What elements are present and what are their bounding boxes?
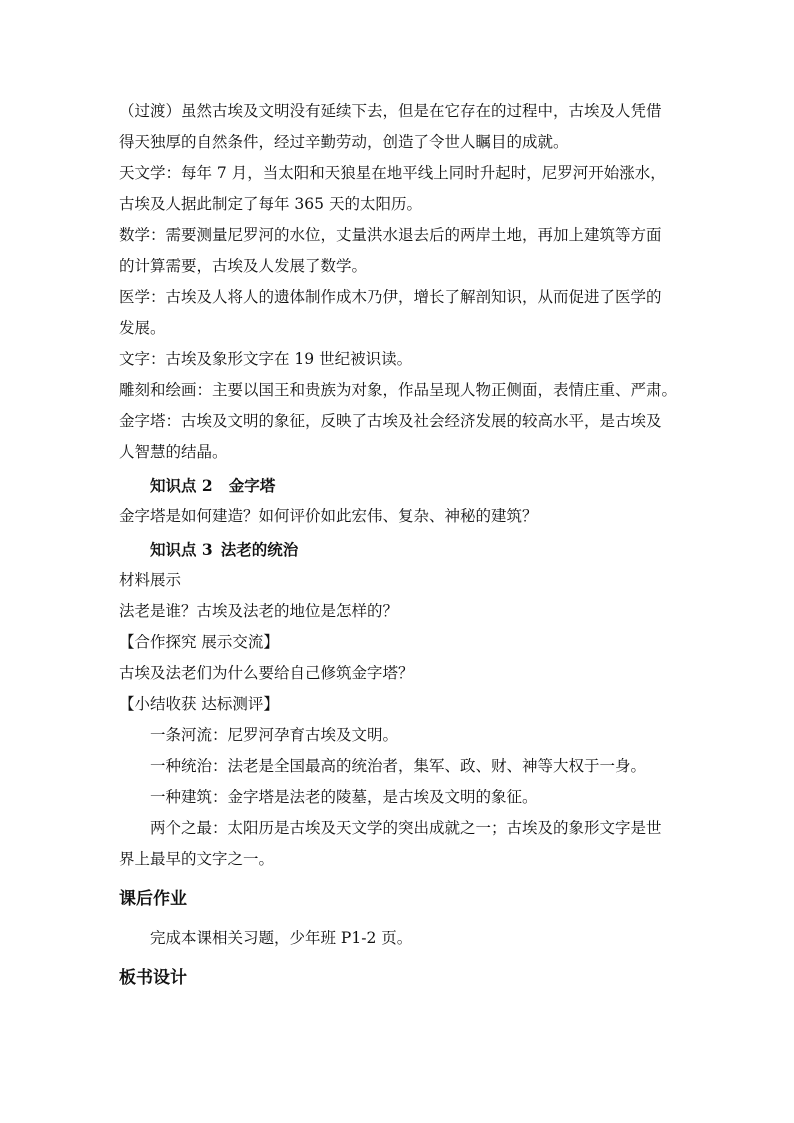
astronomy-line-1: 天文学：每年 7 月，当太阳和天狼星在地平线上同时升起时，尼罗河开始涨水，	[119, 164, 666, 182]
document-page	[119, 96, 679, 1002]
pyramid-line-2: 人智慧的结晶。	[119, 443, 228, 461]
medicine-line-1: 医学：古埃及人将人的遗体制作成木乃伊，增长了解剖知识，从而促进了医学的	[119, 288, 662, 306]
transition-line-2: 得天独厚的自然条件，经过辛勤劳动，创造了令世人瞩目的成就。	[119, 133, 569, 151]
homework-heading: 课后作业	[119, 889, 187, 909]
cooperation-question: 古埃及法老们为什么要给自己修筑金字塔？	[119, 664, 414, 682]
pyramid-line-1: 金字塔：古埃及文明的象征，反映了古埃及社会经济发展的较高水平，是古埃及	[119, 412, 662, 430]
math-line-1: 数学：需要测量尼罗河的水位，丈量洪水退去后的两岸土地，再加上建筑等方面	[119, 226, 662, 244]
summary-item-rule: 一种统治：法老是全国最高的统治者，集军、政、财、神等大权于一身。	[150, 757, 647, 775]
summary-item-river: 一条河流：尼罗河孕育古埃及文明。	[150, 726, 399, 744]
summary-item-firsts-line-2: 界上最早的文字之一。	[119, 850, 275, 868]
knowledge-point-2-question: 金字塔是如何建造？如何评价如此宏伟、复杂、神秘的建筑？	[119, 507, 538, 525]
knowledge-point-2-label: 知识点 2	[150, 476, 213, 495]
knowledge-point-2-title: 金字塔	[228, 476, 276, 495]
material-display: 材料展示	[119, 571, 182, 589]
writing-line-1: 文字：古埃及象形文字在 19 世纪被识读。	[119, 350, 413, 368]
art-line-1: 雕刻和绘画：主要以国王和贵族为对象，作品呈现人物正侧面，表情庄重、严肃。	[119, 381, 678, 399]
transition-line-1: （过渡）虽然古埃及文明没有延续下去，但是在它存在的过程中，古埃及人凭借	[119, 102, 662, 120]
knowledge-point-3-heading	[119, 534, 679, 565]
astronomy-line-2: 古埃及人据此制定了每年 365 天的太阳历。	[119, 195, 422, 213]
knowledge-point-3-label: 知识点 3	[150, 540, 213, 559]
summary-heading: 【小结收获 达标测评】	[119, 695, 279, 713]
summary-item-firsts-line-1: 两个之最：太阳历是古埃及天文学的突出成就之一；古埃及的象形文字是世	[150, 819, 662, 837]
math-line-2: 的计算需要，古埃及人发展了数学。	[119, 257, 368, 275]
board-design-heading: 板书设计	[119, 968, 187, 988]
homework-text: 完成本课相关习题，少年班 P1-2 页。	[150, 929, 413, 947]
knowledge-point-2-heading	[119, 470, 679, 501]
cooperation-heading: 【合作探究 展示交流】	[119, 633, 279, 651]
knowledge-point-3-title: 法老的统治	[220, 540, 299, 559]
medicine-line-2: 发展。	[119, 319, 166, 337]
knowledge-point-3-question: 法老是谁？古埃及法老的地位是怎样的？	[119, 602, 399, 620]
summary-item-building: 一种建筑：金字塔是法老的陵墓，是古埃及文明的象征。	[150, 788, 538, 806]
